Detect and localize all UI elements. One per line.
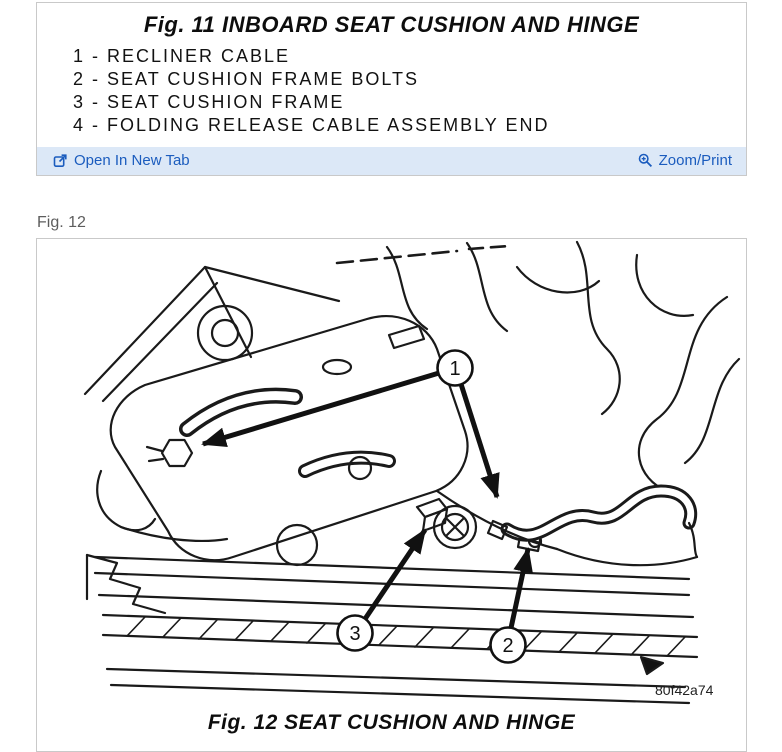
fig11-legend [37, 43, 746, 147]
fig12-drawing [37, 239, 746, 709]
zoom-print-label: Zoom/Print [658, 152, 732, 169]
zoom-icon [638, 153, 653, 168]
zoom-print-link[interactable] [638, 152, 732, 169]
callout-3-number: 3 [349, 623, 361, 645]
fig11-footer-bar [37, 147, 746, 175]
legend-item: 2 - SEAT CUSHION FRAME BOLTS [73, 69, 420, 89]
fig12-caption: Fig. 12 SEAT CUSHION AND HINGE [207, 711, 576, 734]
callout-2-number: 2 [502, 635, 514, 657]
fig12-panel [36, 238, 747, 752]
drawing-code: 80f42a74 [655, 682, 714, 698]
open-in-new-tab-label: Open In New Tab [74, 152, 190, 169]
fig12-label: Fig. 12 [37, 214, 86, 231]
legend-item: 1 - RECLINER CABLE [73, 46, 291, 66]
legend-item: 4 - FOLDING RELEASE CABLE ASSEMBLY END [73, 115, 550, 135]
open-in-new-tab-icon [53, 153, 68, 168]
open-in-new-tab-link[interactable] [53, 152, 190, 169]
fig11-title: Fig. 11 INBOARD SEAT CUSHION AND HINGE [143, 12, 640, 37]
legend-item: 3 - SEAT CUSHION FRAME [73, 92, 345, 112]
callout-arrows [203, 373, 528, 628]
seat-cushion-hinge-illustration [37, 239, 746, 709]
fig11-panel [36, 2, 747, 176]
callout-1-number: 1 [449, 358, 461, 380]
